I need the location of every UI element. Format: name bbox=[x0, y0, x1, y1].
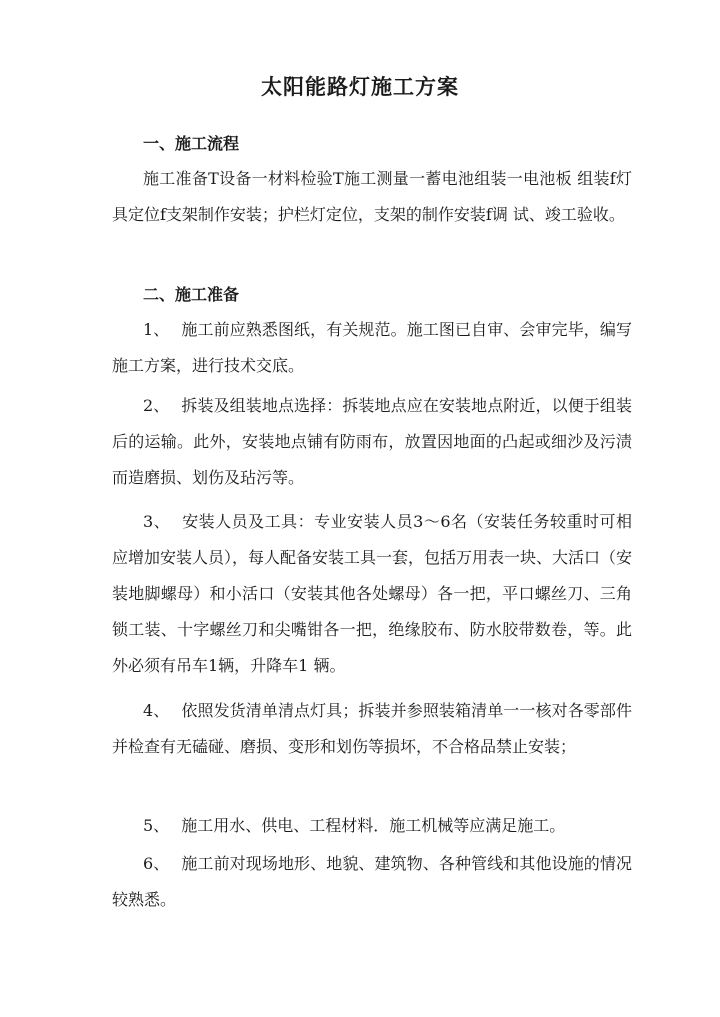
item-text: 拆装及组装地点选择：拆装地点应在安装地点附近，以便于组装后的运输。此外，安装地点铺有防雨布，放置因地面的凸起或细沙及污渍而造磨损、划伤及玷污等。 bbox=[112, 396, 632, 487]
list-item bbox=[112, 693, 632, 765]
list-item bbox=[112, 808, 632, 844]
item-text: 施工前应熟悉图纸，有关规范。施工图已自审、会审完毕，编写施工方案，进行技术交底。 bbox=[112, 320, 632, 375]
document-title: 太阳能路灯施工方案 bbox=[261, 74, 459, 99]
item-text: 施工前对现场地形、地貌、建筑物、各种管线和其他设施的情况较熟悉。 bbox=[112, 854, 632, 909]
item-number: 3、 bbox=[143, 512, 171, 531]
list-item bbox=[112, 846, 632, 918]
item-text: 安装人员及工具：专业安装人员3〜6名（安装任务较重时可相应增加安装人员），每人配备安装工具一套，包括万用表一块、大活口（安装地脚螺母）和小活口（安装其他各处螺母）各一把，平口螺丝刀、三角锁工装、十字螺丝刀和尖嘴钳各一把，绝缘胶布、防水胶带数卷，等。此外必须有吊车1辆，升降车1 辆。 bbox=[112, 512, 633, 675]
item-number: 5、 bbox=[143, 816, 170, 835]
item-number: 4、 bbox=[143, 701, 170, 720]
item-number: 6、 bbox=[143, 854, 170, 873]
section-heading-preparation: 二、施工准备 bbox=[143, 285, 240, 304]
item-number: 1、 bbox=[143, 320, 170, 339]
process-paragraph-text: 施工准备T设备一材料检验T施工测量一蓄电池组装一电池板 组装f灯具定位f支架制作安装；护栏灯定位，支架的制作安装f调 试、竣工验收。 bbox=[112, 169, 632, 224]
section-heading-process: 一、施工流程 bbox=[143, 134, 240, 153]
item-number: 2、 bbox=[143, 396, 170, 415]
list-item bbox=[112, 388, 632, 496]
list-item bbox=[112, 312, 632, 384]
item-text: 依照发货清单清点灯具；拆装并参照装箱清单一一核对各零部件并检查有无磕碰、磨损、变形和划伤等损坏，不合格品禁止安装； bbox=[112, 701, 632, 756]
process-paragraph bbox=[112, 161, 632, 233]
item-text: 施工用水、供电、工程材料．施工机械等应满足施工。 bbox=[181, 816, 566, 835]
list-item bbox=[112, 504, 632, 684]
